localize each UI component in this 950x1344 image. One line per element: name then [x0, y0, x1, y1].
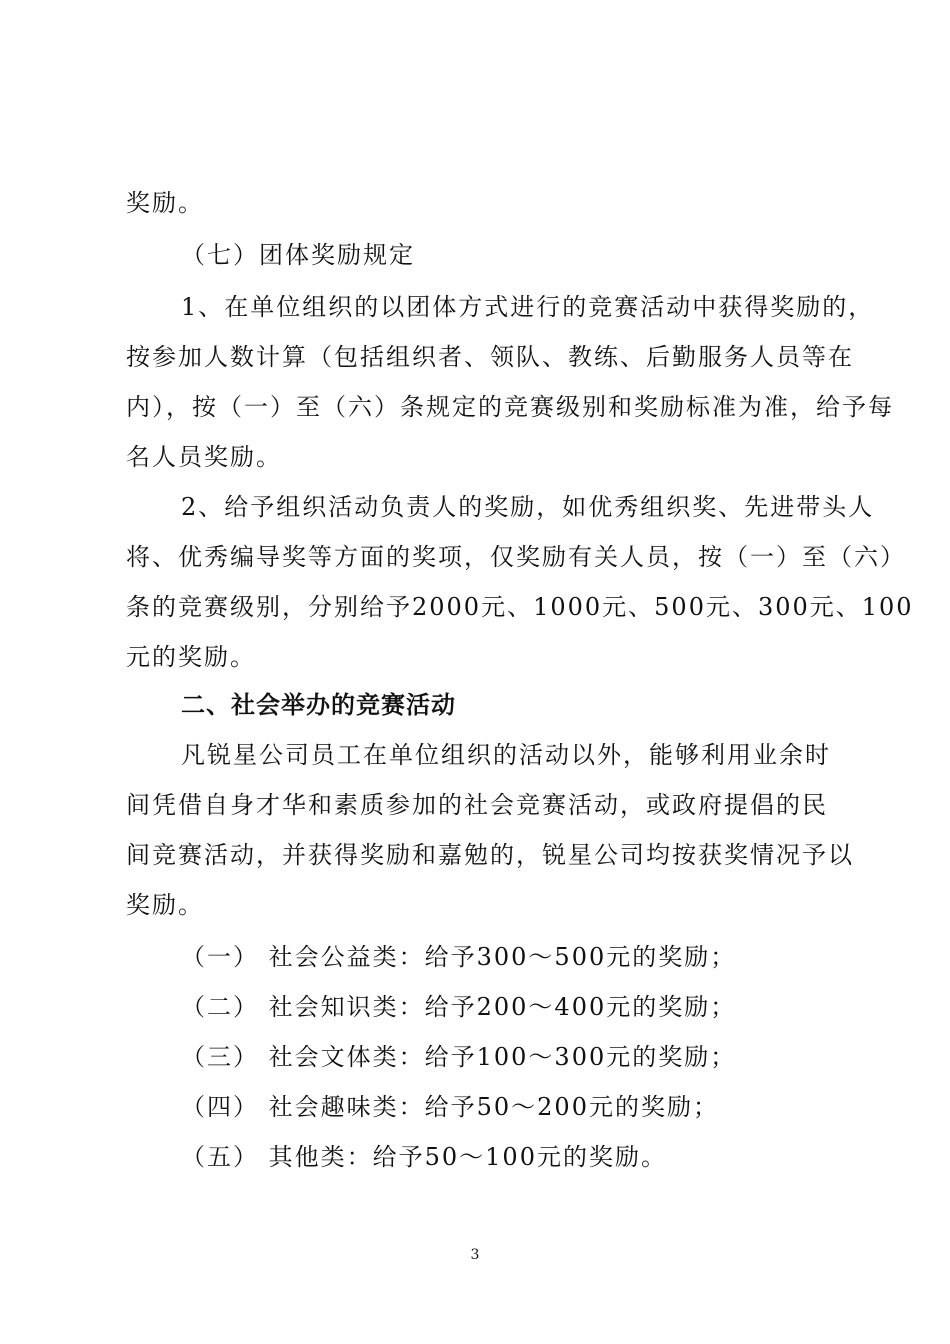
- section-subheading: （七）团体奖励规定: [181, 241, 415, 269]
- text-line: 元的奖励。: [126, 643, 256, 671]
- list-item: （五） 其他类：给予50～100元的奖励。: [181, 1143, 667, 1171]
- section-heading: 二、社会举办的竞赛活动: [181, 691, 456, 719]
- text-line: 内），按（一）至（六）条规定的竞赛级别和奖励标准为准，给予每: [126, 393, 894, 421]
- list-item: （四） 社会趣味类：给予50～200元的奖励；: [181, 1093, 719, 1121]
- text-line: 奖励。: [126, 189, 204, 217]
- text-line: 将、优秀编导奖等方面的奖项，仅奖励有关人员，按（一）至（六）: [126, 543, 906, 571]
- list-item: （三） 社会文体类：给予100～300元的奖励；: [181, 1043, 737, 1071]
- text-line: 条的竞赛级别，分别给予2000元、1000元、500元、300元、100: [126, 593, 914, 621]
- text-line: 名人员奖励。: [126, 443, 282, 471]
- page-number: 3: [470, 1247, 480, 1263]
- text-line: 间凭借自身才华和素质参加的社会竞赛活动，或政府提倡的民: [126, 791, 828, 819]
- list-item: （一） 社会公益类：给予300～500元的奖励；: [181, 943, 737, 971]
- text-line: 2、给予组织活动负责人的奖励，如优秀组织奖、先进带头人: [181, 493, 875, 521]
- text-line: 奖励。: [126, 891, 204, 919]
- list-item: （二） 社会知识类：给予200～400元的奖励；: [181, 993, 737, 1021]
- text-line: 按参加人数计算（包括组织者、领队、教练、后勤服务人员等在: [126, 343, 854, 371]
- text-line: 凡锐星公司员工在单位组织的活动以外，能够利用业余时: [181, 741, 831, 769]
- text-line: 间竞赛活动，并获得奖励和嘉勉的，锐星公司均按获奖情况予以: [126, 841, 854, 869]
- text-line: 1、在单位组织的以团体方式进行的竞赛活动中获得奖励的，: [181, 293, 875, 321]
